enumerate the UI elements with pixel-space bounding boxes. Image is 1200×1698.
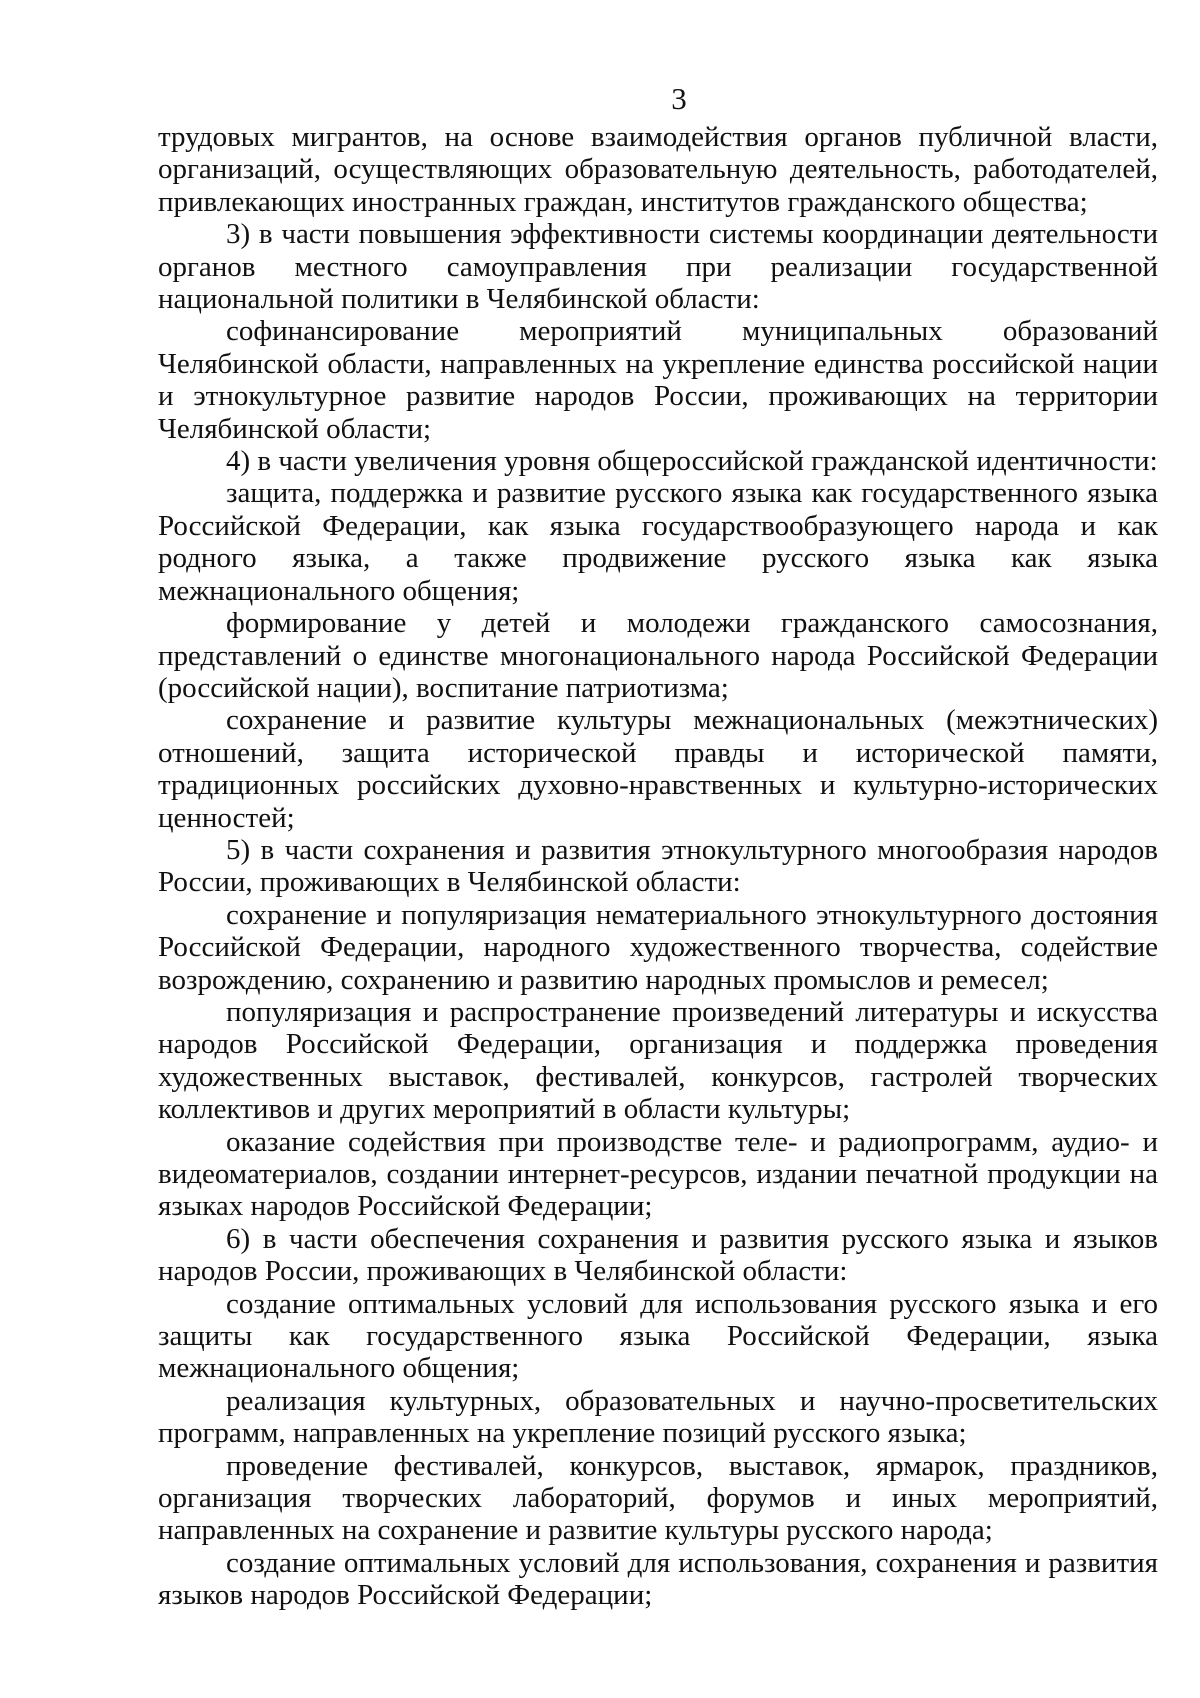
paragraph-item-6: 6) в части обеспечения сохранения и развития русского языка и языков народов России, проживающих в Челябинской области:: [158, 1222, 1158, 1288]
paragraph: создание оптимальных условий для использования, сохранения и развития языков народов Российской Федерации;: [158, 1546, 1158, 1612]
paragraph: сохранение и популяризация нематериального этнокультурного достояния Российской Федерации, народного художественного творчества, содействие возрождению, сохранению и развитию народных промыслов и ремесел;: [158, 898, 1158, 996]
page-number: 3: [671, 81, 687, 116]
paragraph: проведение фестивалей, конкурсов, выставок, ярмарок, праздников, организация творческих лабораторий, форумов и иных мероприятий, направленных на сохранение и развитие культуры русского народа;: [158, 1449, 1158, 1547]
paragraph-item-3: 3) в части повышения эффективности системы координации деятельности органов местного самоуправления при реализации государственной национальной политики в Челябинской области:: [158, 218, 1158, 316]
paragraph: создание оптимальных условий для использования русского языка и его защиты как государственного языка Российской Федерации, языка межнационального общения;: [158, 1287, 1158, 1385]
paragraph: популяризация и распространение произведений литературы и искусства народов Российской Федерации, организация и поддержка проведения художественных выставок, фестивалей, конкурсов, гастролей творческих коллективов и других мероприятий в области культуры;: [158, 995, 1158, 1126]
paragraph: сохранение и развитие культуры межнациональных (межэтнических) отношений, защита исторической правды и исторической памяти, традиционных российских духовно-нравственных и культурно-исторических ценностей;: [158, 704, 1158, 834]
document-body: [158, 121, 1158, 1612]
paragraph: софинансирование мероприятий муниципальных образований Челябинской области, направленных на укрепление единства российской нации и этнокультурное развитие народов России, проживающих на территории Челябинской области;: [158, 315, 1158, 445]
paragraph-item-4: 4) в части увеличения уровня общероссийской гражданской идентичности:: [226, 445, 1158, 478]
paragraph-continuation: трудовых мигрантов, на основе взаимодействия органов публичной власти, организаций, осуществляющих образовательную деятельность, работодателей, привлекающих иностранных граждан, институтов гражданского общества;: [158, 121, 1158, 218]
paragraph-item-5: 5) в части сохранения и развития этнокультурного многообразия народов России, проживающих в Челябинской области:: [158, 833, 1158, 899]
paragraph: реализация культурных, образовательных и научно-просветительских программ, направленных на укрепление позиций русского языка;: [158, 1384, 1158, 1450]
paragraph: защита, поддержка и развитие русского языка как государственного языка Российской Федерации, как языка государствообразующего народа и как родного языка, а также продвижение русского языка как языка межнационального общения;: [158, 477, 1158, 607]
paragraph: оказание содействия при производстве теле- и радиопрограмм, аудио- и видеоматериалов, создании интернет-ресурсов, издании печатной продукции на языках народов Российской Федерации;: [158, 1125, 1158, 1223]
paragraph: формирование у детей и молодежи гражданского самосознания, представлений о единстве многонационального народа Российской Федерации (российской нации), воспитание патриотизма;: [158, 607, 1158, 704]
